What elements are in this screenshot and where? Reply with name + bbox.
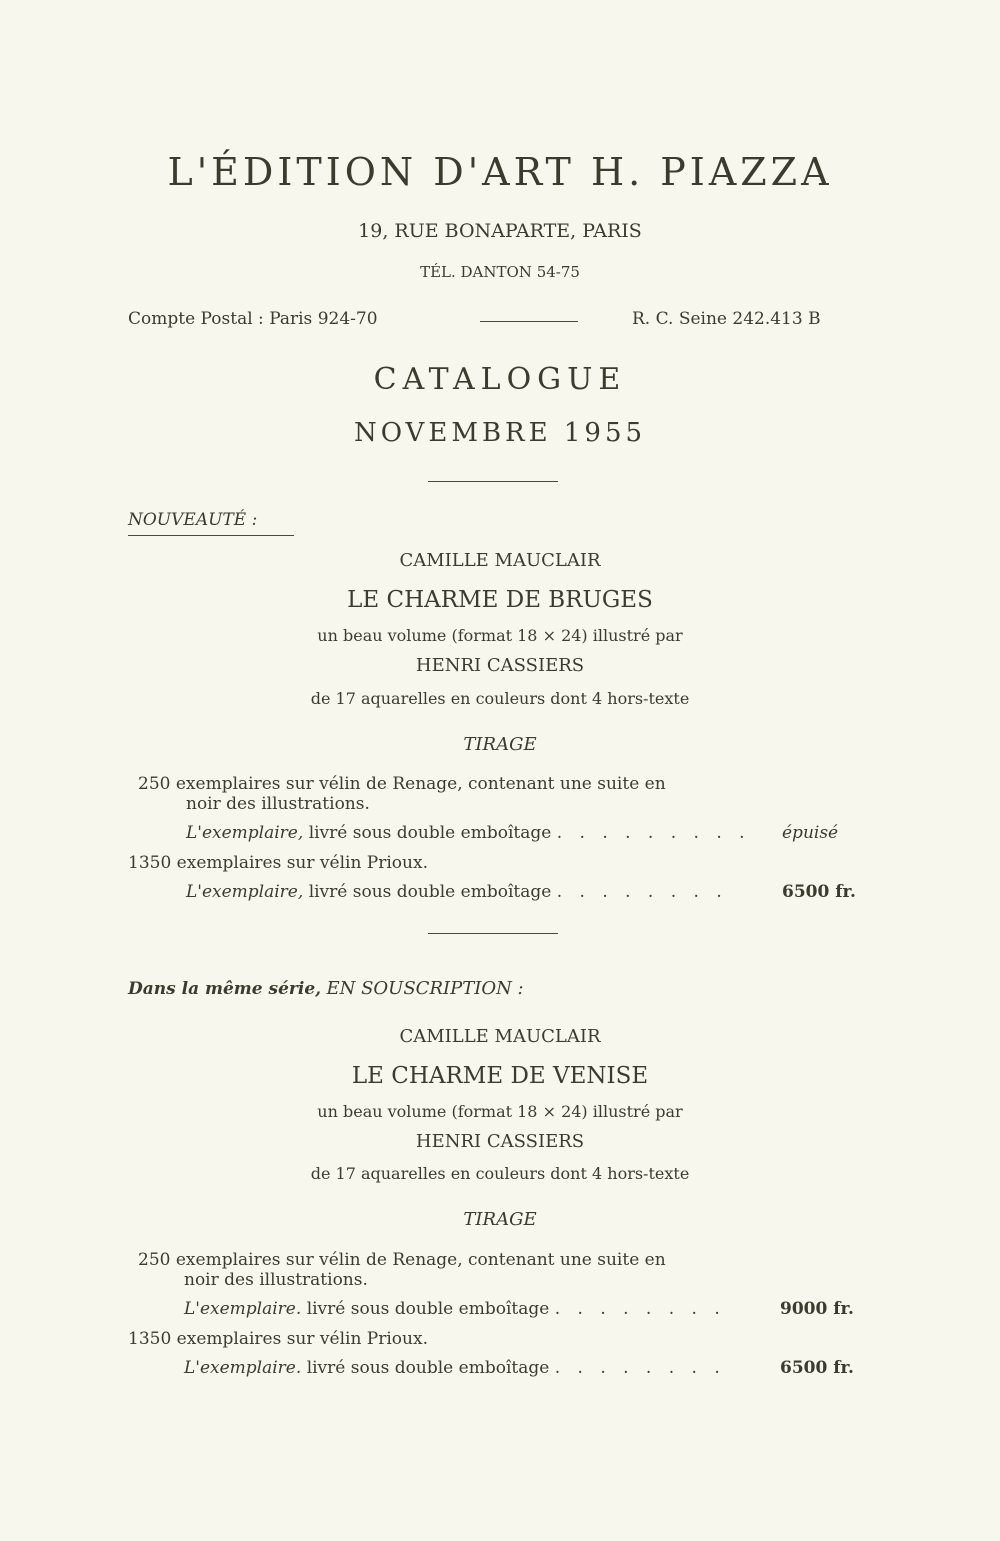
section-heading: NOUVEAUTÉ : [128, 510, 294, 536]
edition-line: 1350 exemplaires sur vélin Prioux. [128, 853, 428, 873]
divider [480, 321, 578, 322]
divider [428, 933, 558, 934]
tirage-heading: TIRAGE [463, 1209, 537, 1230]
edition-line: noir des illustrations. [184, 1270, 368, 1290]
illustrator: HENRI CASSIERS [415, 1131, 585, 1152]
tirage-heading: TIRAGE [463, 734, 537, 755]
price-line: L'exemplaire. livré sous double emboîtage . . . . . . . . [184, 1358, 726, 1378]
section-heading: Dans la même série, EN SOUSCRIPTION : [128, 978, 524, 999]
edition-line: 250 exemplaires sur vélin de Renage, contenant une suite en [138, 1250, 666, 1270]
price: épuisé [782, 823, 839, 843]
price-line: L'exemplaire, livré sous double emboîtage . . . . . . . . . [186, 823, 751, 843]
illustrator: HENRI CASSIERS [415, 655, 585, 676]
postal-account: Compte Postal : Paris 924-70 [128, 309, 378, 329]
price: 6500 fr. [780, 1358, 854, 1378]
illustrations: de 17 aquarelles en couleurs dont 4 hors-texte [310, 689, 690, 708]
illustrations: de 17 aquarelles en couleurs dont 4 hors-texte [310, 1164, 690, 1183]
divider [428, 481, 558, 482]
format: un beau volume (format 18 × 24) illustré par [317, 1102, 683, 1121]
author: CAMILLE MAUCLAIR [399, 1026, 601, 1047]
registry: R. C. Seine 242.413 B [632, 309, 821, 329]
edition-line: noir des illustrations. [186, 794, 370, 814]
edition-line: 1350 exemplaires sur vélin Prioux. [128, 1329, 428, 1349]
book-title: LE CHARME DE VENISE [351, 1063, 649, 1089]
author: CAMILLE MAUCLAIR [399, 550, 601, 571]
address: 19, RUE BONAPARTE, PARIS [358, 220, 642, 242]
price-line: L'exemplaire, livré sous double emboîtage . . . . . . . . [186, 882, 728, 902]
price-line: L'exemplaire. livré sous double emboîtage . . . . . . . . [184, 1299, 726, 1319]
catalogue-title: CATALOGUE [373, 362, 627, 397]
format: un beau volume (format 18 × 24) illustré par [317, 626, 683, 645]
price: 6500 fr. [782, 882, 856, 902]
publisher-name: L'ÉDITION D'ART H. PIAZZA [167, 150, 833, 194]
catalogue-date: NOVEMBRE 1955 [353, 418, 647, 448]
edition-line: 250 exemplaires sur vélin de Renage, contenant une suite en [138, 774, 666, 794]
price: 9000 fr. [780, 1299, 854, 1319]
phone: TÉL. DANTON 54-75 [420, 263, 580, 281]
book-title: LE CHARME DE BRUGES [347, 587, 653, 613]
